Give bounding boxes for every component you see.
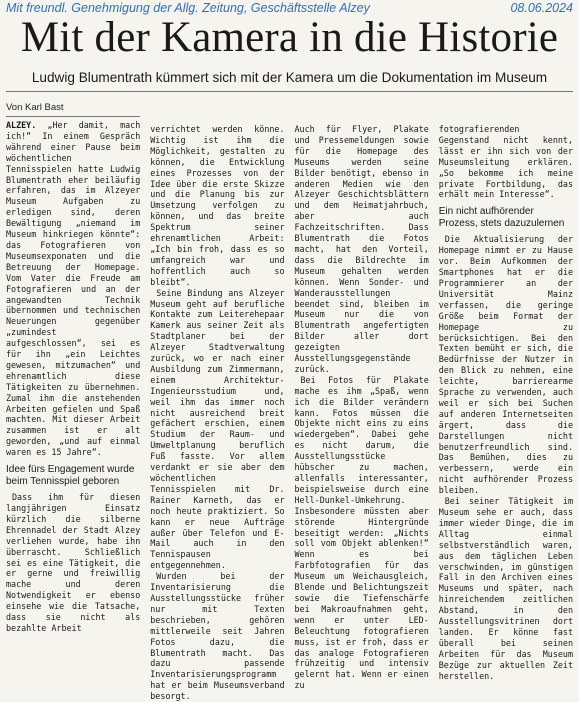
header-divider — [6, 91, 573, 92]
paragraph: Wurden bei der Inventarisierung die Ausstellungsstücke früher nur mit Texten beschrieben, gehören mittlerweile seit Jahren Fotos dazu, die Blumentrath macht. Das dazu passende Inventarisierungsprogramm hat er beim Museumsverband besorgt. — [150, 571, 285, 702]
article-column-2 — [150, 124, 285, 702]
permission-note: Mit freundl. Genehmigung der Allg. Zeitung, Geschäftsstelle Alzey — [6, 1, 370, 15]
section-heading: Idee fürs Engagement wurde beim Tennisspiel geboren — [6, 464, 135, 488]
paragraph: Bei Fotos für Plakate mache es ihm „Spaß, wenn ich die Bilder verändern kann. Fotos müssen die Objekte nicht eins zu eins wiedergeben“. Dabei gehe es nicht darum, die Ausstellungsstücke hübscher zu machen, allenfalls interessanter, beispielsweise durch eine Hell-Dunkel-Umkehrung. Insbesondere müssten aber störende Hintergründe beseitigt werden: „Nichts soll vom Objekt ablenken!“ Wenn es bei Farbfotografien für das Museum um Weichausgleich, Blende und Belichtungszeit sowie die Tiefenschärfe bei Makroaufnahmen geht, wenn er unter LED-Beleuchtung fotografieren muss, ist er froh, dass er das analoge Fotografieren frühzeitig und intensiv gelernt hat. Wenn er einen zu — [294, 374, 429, 691]
paragraph: Auch für Flyer, Plakate und Pressemeldungen sowie für die Homepage des Museums werden seine Bilder benötigt, ebenso in anderen Medien wie den Alzeyer Geschichtsblättern und dem Heimatjahrbuch, aber auch Fachzeitschriften. Dass Blumentrath die Fotos macht, hat den Vorteil, dass die Bildrechte im Museum gehalten werden können. Wenn Sonder- und Wanderausstellungen beendet sind, bleiben im Museum nur die von Blumentrath angefertigten Bilder aller dort gezeigten Ausstellungsgegenstände zurück. — [294, 124, 429, 374]
headline: Mit der Kamera in die Historie — [20, 14, 559, 61]
publication-date: 08.06.2024 — [510, 1, 573, 15]
article-column-4 — [438, 124, 573, 681]
paragraph — [6, 120, 140, 458]
paragraph-text: „Her damit, mach ich!“ In einem Gespräch während einer Pause beim wöchentlichen Tennisspielen hatte Ludwig Blumentrath eher beiläufig erfahren, das im Alzeyer Museum Aufgaben zu erledigen sind, deren Bewältigung „niemand im Museum hinkriegen könnte“: das Fotografieren von Museumsexponaten und die Betreuung der Homepage. Vom Vater die Freude am Fotografieren und an der angewandten Technik übernommen und technischen Neuerungen gegenüber „zumindest aufgeschlossen“, sei es für ihn „ein Leichtes gewesen, mitzumachen“ und ehrenamtlich diese Tätigkeiten zu übernehmen. Zumal ihm die anstehenden Arbeiten gefielen und Spaß machten. Mit dieser Arbeit zusammen ist er alt geworden, „und auf einmal waren es 15 Jahre“. — [6, 120, 141, 458]
byline: Von Karl Bast — [6, 102, 64, 113]
paragraph: verrichtet werden könne. Wichtig ist ihm die Möglichkeit, gestalten zu können, die Entwicklung eines Prozesses von der Idee über die erste Skizze und die Planung bis zur Umsetzung verfolgen zu können, und das breite Spektrum seiner ehrenamtlichen Arbeit: „Ich bin froh, dass es so umfangreich war und hoffentlich auch so bleibt“. — [150, 124, 285, 287]
dateline: ALZEY. — [6, 120, 37, 130]
paragraph: fotografierenden Gegenstand nicht kennt, lässt er ihn sich von der Museumsleitung erklären. „So bekomme ich meine private Fortbildung, das erhält mein Interesse“. — [438, 124, 573, 200]
subheadline: Ludwig Blumentrath kümmert sich mit der Kamera um die Dokumentation im Museum — [31, 70, 548, 85]
article-column-1 — [6, 120, 141, 633]
paragraph: Seine Bindung ans Alzeyer Museum geht auf berufliche Kontakte zum Leiterehepaar Kamerk aus seiner Zeit als Stadtplaner bei der Alzeyer Stadtverwaltung zurück, wo er nach einer Ausbildung zum Zimmermann, einem Architektur-Ingenieursstudium und, weil ihm das immer noch nicht ausreichend breit gefächert erschien, einem Studium der Raum- und Umweltplanung beruflich Fuß fasste. Vor allem verdankt er sie aber dem wöchentlichen Tennisspielen mit Dr. Rainer Karneth, das er noch heute praktiziert. So kann er neue Aufträge außer über Telefon und E-Mail auch in den Tennispausen entgegennehmen. — [150, 287, 285, 571]
byline-divider — [6, 116, 140, 117]
paragraph: Dass ihm für diesen langjährigen Einsatz kürzlich die silberne Ehrennadel der Stadt Alzey verliehen wurde, habe ihn überrascht. Schließlich sei es eine Tätigkeit, die er gerne und freiwillig mache und deren Notwendigkeit er ebenso einsehe wie die Tatsache, dass sie nicht als bezahlte Arbeit — [6, 492, 141, 633]
section-heading: Ein nicht aufhörender Prozess, stets dazuzulernen — [438, 206, 565, 230]
article-column-3 — [294, 124, 429, 691]
paragraph: Bei seiner Tätigkeit im Museum sehe er auch, dass immer wieder Dinge, die im Alltag einmal selbstverständlich waren, aus dem täglichen Leben verschwinden, im günstigen Fall in den Archiven eines Museums und später, nach hinreichendem zeitlichen Abstand, in den Ausstellungsvitrinen dort landen. Er könne fast überall bei seinen Arbeiten für das Museum Bezüge zur aktuellen Zeit herstellen. — [438, 496, 573, 681]
paragraph: Die Aktualisierung der Homepage nimmt er zu Hause vor. Beim Aufkommen der Smartphones hat er die Programmierer an der Universität Mainz verfassen, die geringe Größe beim Format der Homepage zu berücksichtigen. Bei den Texten bemüht er sich, die Bedürfnisse der Nutzer in den Blick zu nehmen, eine leichte, barrierearme Sprache zu verwenden, auch weil er sich bei Suchen auf anderen Internetseiten ärgert, dass die Darstellungen nicht benutzerfreundlich sind. Das Bemühen, dies zu verbessern, werde ein nicht aufhörender Prozess bleiben. — [438, 234, 573, 496]
